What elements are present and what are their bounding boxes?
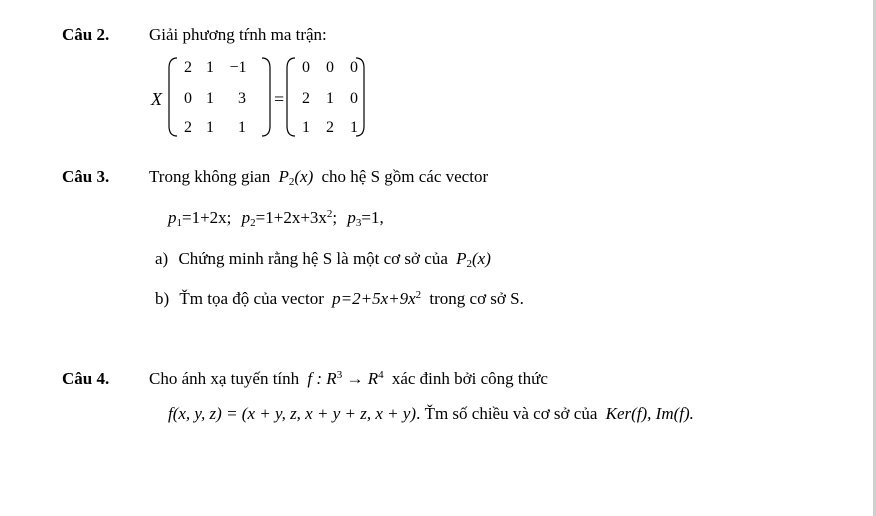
q3-b-sup: 2 [415, 289, 422, 301]
matrix-b-right-paren [354, 56, 366, 138]
p2-sup: 2 [326, 208, 333, 220]
q4-ker-im: Ker(f), Im(f). [605, 404, 694, 423]
matrix-b-cell: 1 [326, 90, 334, 107]
q4-sup4: 4 [378, 369, 384, 381]
p3-sub: 3 [355, 217, 362, 229]
q3-a-p: P [456, 249, 467, 268]
q4-intro: Cho ánh xạ tuyến tính [149, 369, 300, 388]
matrix-b-cell: 2 [326, 119, 334, 136]
q2-label: Câu 2. [62, 25, 110, 44]
q4-formula-line [168, 405, 694, 422]
matrix-a-cell: 1 [206, 119, 214, 136]
p3-name: p [347, 208, 356, 227]
q4-intro-rest: xác đinh bởi công thức [391, 369, 548, 388]
q4-label: Câu 4. [62, 369, 110, 388]
q3-space-p: P [278, 167, 289, 186]
q4-sup3: 3 [336, 369, 343, 381]
q3-vectors-line [168, 208, 384, 229]
q3-label: Câu 3. [62, 167, 110, 186]
matrix-a-cell: −1 [229, 59, 247, 76]
q2-text: Giải phương tŕnh ma trận: [149, 25, 327, 44]
matrix-b-cell: 0 [302, 59, 310, 76]
q3-b-rest: trong cơ sở S. [429, 289, 524, 308]
equals-sign: = [274, 89, 285, 109]
p2-rhs: =1+2x+3x [255, 208, 327, 227]
q3-b-prefix: b) [155, 289, 170, 308]
q4-map: f : R [307, 369, 337, 388]
q3-a-text: Chứng minh rằng hệ S là một cơ sở của [178, 249, 448, 268]
p1-rhs: =1+2x; [182, 208, 232, 227]
matrix-var-x: X [151, 89, 162, 109]
q3-space-arg: (x) [294, 167, 314, 186]
matrix-a-cell: 1 [238, 119, 246, 136]
q3-a-arg: (x) [472, 249, 491, 268]
q3-intro-rest: cho hệ S gồm các vector [321, 167, 489, 186]
p3-rhs: =1, [361, 208, 384, 227]
q3-part-b [155, 290, 524, 307]
q3-a-prefix: a) [155, 249, 169, 268]
matrix-b-cell: 2 [302, 90, 310, 107]
matrix-b-cell: 1 [350, 119, 358, 136]
p1-name: p [168, 208, 177, 227]
q3-intro: Trong không gian [149, 167, 271, 186]
q4-arrow: → R [342, 369, 379, 388]
matrix-b-cell: 0 [350, 59, 358, 76]
matrix-a-right-paren [260, 56, 272, 138]
matrix-a-cell: 3 [238, 90, 246, 107]
q3-b-formula: p=2+5x+9x [332, 289, 416, 308]
q3-part-a [155, 249, 491, 270]
matrix-a-cell: 1 [206, 90, 214, 107]
matrix-b-cell: 0 [350, 90, 358, 107]
matrix-a-cell: 2 [184, 59, 192, 76]
matrix-a-cell: 0 [184, 90, 192, 107]
p2-name: p [241, 208, 251, 227]
matrix-a-cell: 2 [184, 119, 192, 136]
q3-b-text: Ťm tọa độ của vector [179, 289, 324, 308]
matrix-a-cell: 1 [206, 59, 214, 76]
q3-a-sub: 2 [466, 258, 473, 270]
q4-intro-line [149, 370, 548, 387]
p2-sub: 2 [250, 217, 256, 229]
q3-space-sub: 2 [288, 176, 295, 188]
q4-formula: f(x, y, z) = (x + y, z, x + y + z, x + y) [168, 404, 417, 423]
p1-sub: 1 [176, 217, 182, 229]
q3-intro-line [149, 167, 489, 188]
p2-end: ; [332, 208, 338, 227]
q4-rest: . Ťm số chiều và cơ sở của [416, 404, 598, 423]
matrix-b-cell: 0 [326, 59, 334, 76]
matrix-a [178, 60, 260, 138]
matrix-b-cell: 1 [302, 119, 310, 136]
